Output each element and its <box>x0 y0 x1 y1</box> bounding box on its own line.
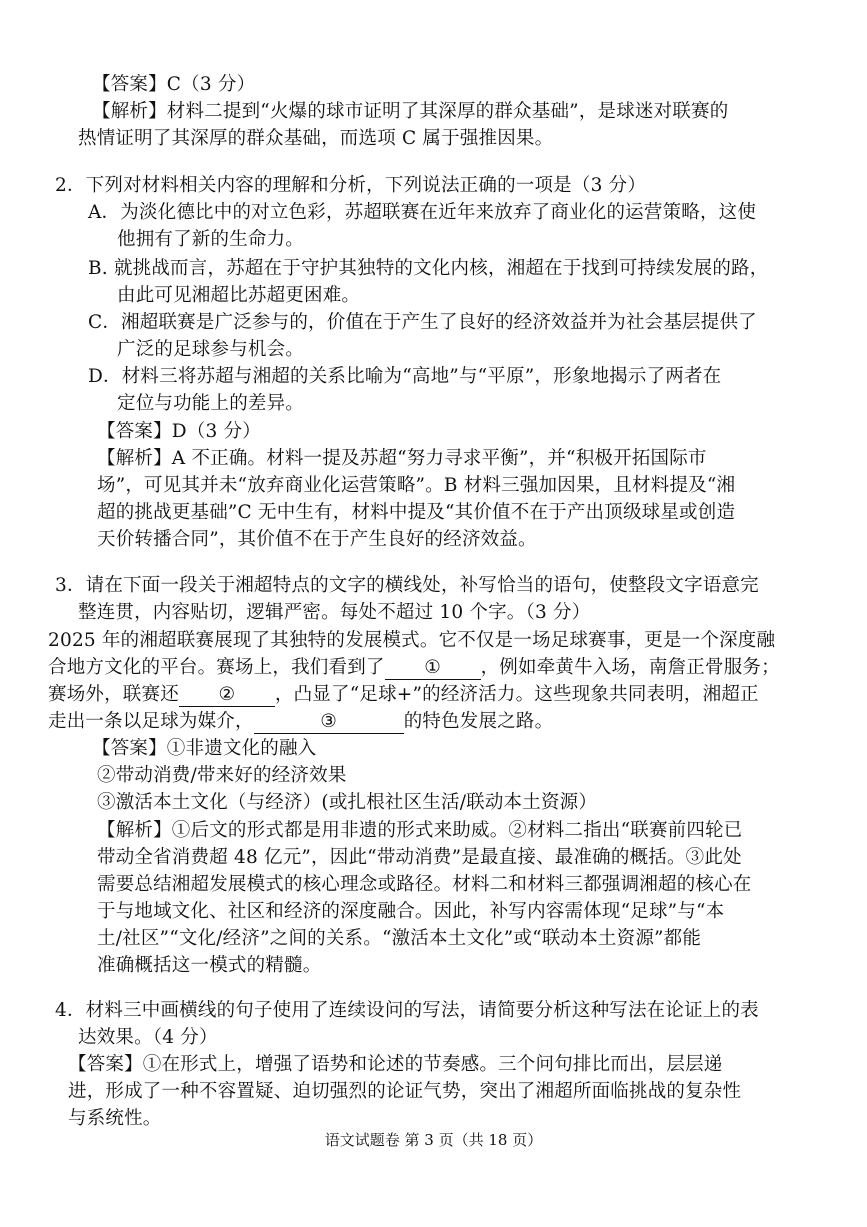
q2-option-d-line2: 定位与功能上的差异。 <box>117 393 305 414</box>
q2-option-b-line1: B. 就挑战而言，苏超在于守护其独特的文化内核，湘超在于找到可持续发展的路， <box>88 258 769 279</box>
analysis-q3-line4: 于与地域文化、社区和经济的深度融合。因此，补写内容需体现“足球”与“本 <box>97 901 725 922</box>
q2-option-b-line2: 由此可见湘超比苏超更困难。 <box>117 285 361 306</box>
q2-option-d-line1: D．材料三将苏超与湘超的关系比喻为“高地”与“平原”，形象地揭示了两者在 <box>88 366 722 387</box>
q3-passage-text: 的特色发展之路。 <box>403 711 554 732</box>
q3-passage-text: 合地方文化的平台。赛场上，我们看到了 <box>48 657 385 678</box>
analysis-q1-line2: 热情证明了其深厚的群众基础，而选项 C 属于强推因果。 <box>78 128 554 149</box>
analysis-q3-line5: 土/社区”“文化/经济”之间的关系。“激活本土文化”或“联动本土资源”都能 <box>97 928 702 949</box>
question-2-stem: 2．下列对材料相关内容的理解和分析，下列说法正确的一项是（3 分） <box>55 175 647 196</box>
answer-q3-line1: 【答案】①非遗文化的融入 <box>92 738 317 759</box>
q2-option-c-line1: C．湘超联赛是广泛参与的，价值在于产生了良好的经济效益并为社会基层提供了 <box>88 312 757 333</box>
analysis-q1-line1: 【解析】材料二提到“火爆的球市证明了其深厚的群众基础”，是球迷对联赛的 <box>92 101 729 122</box>
fill-blank-3: ③ <box>254 711 404 734</box>
answer-q4-line2: 进，形成了一种不容置疑、迫切强烈的论证气势，突出了湘超所面临挑战的复杂性 <box>68 1081 742 1102</box>
analysis-q2-line4: 天价转播合同”，其价值不在于产生良好的经济效益。 <box>97 529 537 550</box>
q2-option-a-line1: A．为淡化德比中的对立色彩，苏超联赛在近年来放弃了商业化的运营策略，这使 <box>88 202 757 223</box>
analysis-q3-line2: 带动全省消费超 48 亿元”，因此“带动消费”是最直接、最准确的概括。③此处 <box>97 847 742 868</box>
answer-q3-line3: ③激活本土文化（与经济）(或扎根社区生活/联动本土资源） <box>97 792 598 813</box>
answer-q4-line1: 【答案】①在形式上，增强了语势和论述的节奏感。三个问句排比而出，层层递 <box>68 1054 723 1075</box>
answer-q3-line2: ②带动消费/带来好的经济效果 <box>97 765 347 786</box>
q3-passage-line3 <box>48 682 759 708</box>
analysis-q2-line3: 超的挑战更基础”C 无中生有，材料中提及“其价值不在于产出顶级球星或创造 <box>97 502 736 523</box>
analysis-q3-line6: 准确概括这一模式的精髓。 <box>97 955 322 976</box>
q3-passage-text: 赛场外，联赛还 <box>48 684 179 705</box>
q3-passage-text: 走出一条以足球为媒介， <box>48 711 254 732</box>
answer-q4-line3: 与系统性。 <box>68 1108 162 1129</box>
analysis-q2-line2: 场”，可见其并未“放弃商业化运营策略”。B 材料三强加因果，且材料提及“湘 <box>97 475 736 496</box>
answer-q2: 【答案】D（3 分） <box>97 421 261 442</box>
analysis-q3-line1: 【解析】①后文的形式都是用非遗的形式来助威。②材料二指出“联赛前四轮已 <box>97 820 743 841</box>
question-4-stem-line2: 达效果。（4 分） <box>78 1027 218 1048</box>
fill-blank-2: ② <box>179 684 275 707</box>
answer-q1: 【答案】C（3 分） <box>92 74 256 95</box>
fill-blank-1: ① <box>385 657 481 680</box>
question-3-stem-line1: 3．请在下面一段关于湘超特点的文字的横线处，补写恰当的语句，使整段文字语意完 <box>55 575 759 596</box>
q3-passage-text: ，例如牵黄牛入场，南詹正骨服务； <box>480 657 780 678</box>
q3-passage-line2 <box>48 655 780 681</box>
page-footer: 语文试题卷 第 3 页（共 18 页） <box>324 1131 543 1149</box>
analysis-q3-line3: 需要总结湘超发展模式的核心理念或路径。材料二和材料三都强调湘超的核心在 <box>97 874 752 895</box>
question-4-stem-line1: 4．材料三中画横线的句子使用了连续设问的写法，请简要分析这种写法在论证上的表 <box>55 1000 759 1021</box>
q3-passage-line4 <box>48 709 553 735</box>
q3-passage-line1: 2025 年的湘超联赛展现了其独特的发展模式。它不仅是一场足球赛事，更是一个深度融 <box>48 630 776 651</box>
q3-passage-text: ，凸显了“足球+”的经济活力。这些现象共同表明，湘超正 <box>274 684 759 705</box>
question-3-stem-line2: 整连贯，内容贴切，逻辑严密。每处不超过 10 个字。（3 分） <box>78 602 591 623</box>
q2-option-a-line2: 他拥有了新的生命力。 <box>117 229 305 250</box>
analysis-q2-line1: 【解析】A 不正确。材料一提及苏超“努力寻求平衡”，并“积极开拓国际市 <box>97 448 707 469</box>
q2-option-c-line2: 广泛的足球参与机会。 <box>117 339 305 360</box>
